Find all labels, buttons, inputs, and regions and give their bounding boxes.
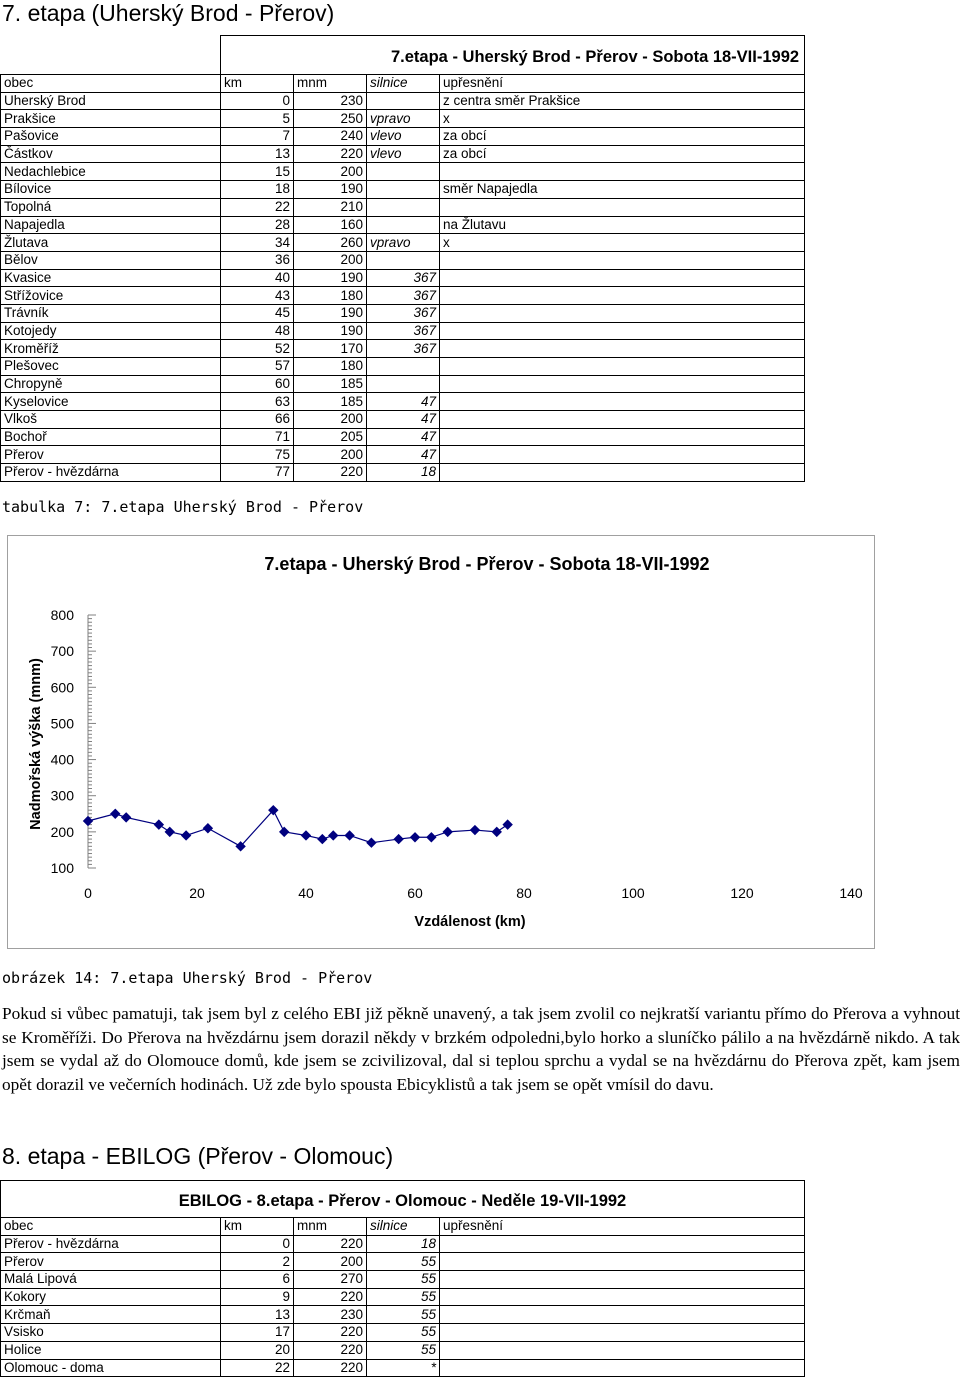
stage-7-cell: vlevo <box>367 145 440 163</box>
data-point-marker <box>122 813 131 822</box>
stage-8-cell: 220 <box>294 1288 367 1306</box>
table-row <box>1 287 805 305</box>
stage-7-cell: Nedachlebice <box>1 163 221 181</box>
stage-7-cell <box>440 464 805 482</box>
table-row <box>1 181 805 199</box>
stage-7-cell <box>367 92 440 110</box>
stage-8-cell: 17 <box>221 1324 294 1342</box>
section-8-heading: 8. etapa - EBILOG (Přerov - Olomouc) <box>2 1143 394 1169</box>
stage-7-cell: 190 <box>294 181 367 199</box>
stage-7-cell <box>367 181 440 199</box>
stage-7-cell: 367 <box>367 287 440 305</box>
x-tick-label: 140 <box>839 885 863 901</box>
data-point-marker <box>394 835 403 844</box>
stage-7-cell: 43 <box>221 287 294 305</box>
data-point-marker <box>302 831 311 840</box>
stage-7-cell: za obcí <box>440 128 805 146</box>
x-tick-label: 40 <box>298 885 314 901</box>
stage-7-cell: Uherský Brod <box>1 92 221 110</box>
stage-7-header-2: mnm <box>294 75 367 93</box>
stage-7-cell: na Žlutavu <box>440 216 805 234</box>
stage-7-cell: 63 <box>221 393 294 411</box>
stage-7-cell: 66 <box>221 411 294 429</box>
stage-8-cell: Holice <box>1 1341 221 1359</box>
stage-8-cell: 220 <box>294 1235 367 1253</box>
stage-7-cell: 190 <box>294 304 367 322</box>
stage-7-cell: Pašovice <box>1 128 221 146</box>
stage-7-cell: 47 <box>367 446 440 464</box>
data-point-marker <box>345 831 354 840</box>
stage-7-cell: 47 <box>367 411 440 429</box>
stage-8-table <box>0 1180 805 1377</box>
stage-7-cell: 45 <box>221 304 294 322</box>
y-tick-label: 800 <box>50 607 74 623</box>
data-point-marker <box>492 827 501 836</box>
stage-7-cell: 220 <box>294 464 367 482</box>
y-tick-label: 100 <box>50 860 74 876</box>
stage-7-cell: 200 <box>294 251 367 269</box>
table-row <box>1 1235 805 1253</box>
stage-7-cell: 60 <box>221 375 294 393</box>
stage-7-cell: Bochoř <box>1 428 221 446</box>
table-row <box>1 92 805 110</box>
stage-7-cell: Kroměříž <box>1 340 221 358</box>
stage-8-cell: Olomouc - doma <box>1 1359 221 1377</box>
elevation-series-line <box>88 810 508 846</box>
stage-7-cell <box>440 251 805 269</box>
table-row <box>1 128 805 146</box>
stage-7-cell: 13 <box>221 145 294 163</box>
stage-8-cell <box>440 1341 805 1359</box>
stage-7-cell <box>367 198 440 216</box>
stage-7-cell <box>440 322 805 340</box>
stage-7-cell: 18 <box>221 181 294 199</box>
stage-8-cell <box>440 1306 805 1324</box>
stage-7-cell: 185 <box>294 375 367 393</box>
table-row <box>1 1288 805 1306</box>
y-tick-label: 600 <box>50 679 74 696</box>
stage-7-cell: 36 <box>221 251 294 269</box>
stage-7-table-title: 7.etapa - Uherský Brod - Přerov - Sobota 18-VII-1992 <box>221 36 805 75</box>
stage-7-cell: 34 <box>221 234 294 252</box>
stage-8-header-1: km <box>221 1218 294 1236</box>
stage-8-cell: 55 <box>367 1253 440 1271</box>
stage-7-cell <box>367 216 440 234</box>
stage-7-cell: 15 <box>221 163 294 181</box>
table-row <box>1 428 805 446</box>
table-row <box>1 375 805 393</box>
stage-7-cell: 7 <box>221 128 294 146</box>
data-point-marker <box>111 809 120 818</box>
stage-8-cell: 55 <box>367 1306 440 1324</box>
y-tick-label: 400 <box>50 751 74 768</box>
stage-7-cell: 170 <box>294 340 367 358</box>
stage-7-cell: Přerov - hvězdárna <box>1 464 221 482</box>
table-row <box>1 393 805 411</box>
stage-7-cell: 40 <box>221 269 294 287</box>
stage-8-cell: 18 <box>367 1235 440 1253</box>
table-row <box>1 1271 805 1289</box>
stage-7-cell: za obcí <box>440 145 805 163</box>
stage-7-cell: 18 <box>367 464 440 482</box>
stage-7-cell <box>440 287 805 305</box>
stage-7-cell <box>440 393 805 411</box>
stage-7-cell: Kotojedy <box>1 322 221 340</box>
data-point-marker <box>427 833 436 842</box>
stage-7-cell: Kvasice <box>1 269 221 287</box>
data-point-marker <box>280 827 289 836</box>
stage-7-header-4: upřesnění <box>440 75 805 93</box>
x-tick-label: 80 <box>516 885 532 901</box>
stage-7-cell: x <box>440 110 805 128</box>
stage-8-header-2: mnm <box>294 1218 367 1236</box>
stage-8-cell: Malá Lipová <box>1 1271 221 1289</box>
table-row <box>1 411 805 429</box>
stage-7-cell: 47 <box>367 428 440 446</box>
table-row <box>1 464 805 482</box>
y-tick-label: 700 <box>50 643 74 660</box>
stage-8-cell: 220 <box>294 1359 367 1377</box>
table-row <box>1 358 805 376</box>
stage-7-cell <box>367 163 440 181</box>
table-row <box>1 1359 805 1377</box>
stage-7-cell: 48 <box>221 322 294 340</box>
data-point-marker <box>470 826 479 835</box>
stage-8-cell: Vsisko <box>1 1324 221 1342</box>
stage-7-title-row <box>1 36 805 75</box>
stage-8-cell: 2 <box>221 1253 294 1271</box>
stage-8-cell: 230 <box>294 1306 367 1324</box>
stage-7-cell <box>440 411 805 429</box>
stage-8-cell: 55 <box>367 1288 440 1306</box>
stage-7-cell: 200 <box>294 163 367 181</box>
stage-8-cell: 13 <box>221 1306 294 1324</box>
data-point-marker <box>329 831 338 840</box>
stage-8-cell <box>440 1235 805 1253</box>
y-tick-label: 200 <box>50 823 74 840</box>
stage-7-cell: vpravo <box>367 110 440 128</box>
stage-8-cell <box>440 1253 805 1271</box>
stage-7-header-3: silnice <box>367 75 440 93</box>
stage-7-cell: 250 <box>294 110 367 128</box>
data-point-marker <box>503 820 512 829</box>
figure-14-caption: obrázek 14: 7.etapa Uherský Brod - Přerov <box>2 969 373 987</box>
stage-7-header-0: obec <box>1 75 221 93</box>
stage-8-header-3: silnice <box>367 1218 440 1236</box>
stage-7-cell: Chropyně <box>1 375 221 393</box>
y-axis-label: Nadmořská výška (mnm) <box>28 658 44 830</box>
stage-7-cell: 52 <box>221 340 294 358</box>
stage-7-cell <box>440 358 805 376</box>
stage-7-cell: Prakšice <box>1 110 221 128</box>
stage-7-cell: 185 <box>294 393 367 411</box>
x-tick-label: 120 <box>730 885 754 901</box>
stage-7-cell <box>367 358 440 376</box>
table-row <box>1 251 805 269</box>
stage-8-cell: 6 <box>221 1271 294 1289</box>
stage-8-cell: Kokory <box>1 1288 221 1306</box>
stage-8-cell: Přerov - hvězdárna <box>1 1235 221 1253</box>
chart-title: 7.etapa - Uherský Brod - Přerov - Sobota 18-VII-1992 <box>264 554 710 574</box>
section-7-heading: 7. etapa (Uherský Brod - Přerov) <box>2 0 335 26</box>
stage-7-cell <box>440 198 805 216</box>
data-point-marker <box>203 824 212 833</box>
stage-8-cell: * <box>367 1359 440 1377</box>
stage-7-cell: 180 <box>294 287 367 305</box>
stage-7-cell: 220 <box>294 145 367 163</box>
y-tick-label: 300 <box>50 787 74 804</box>
stage-7-cell: Přerov <box>1 446 221 464</box>
stage-8-cell <box>440 1271 805 1289</box>
data-point-marker <box>154 820 163 829</box>
stage-7-header-1: km <box>221 75 294 93</box>
stage-7-cell <box>367 375 440 393</box>
table-row <box>1 269 805 287</box>
y-tick-label: 500 <box>50 715 74 732</box>
table-row <box>1 1324 805 1342</box>
stage-8-cell: 20 <box>221 1341 294 1359</box>
stage-7-cell: 230 <box>294 92 367 110</box>
data-point-marker <box>165 827 174 836</box>
stage-8-cell: 0 <box>221 1235 294 1253</box>
stage-7-cell: 5 <box>221 110 294 128</box>
stage-7-cell <box>367 251 440 269</box>
stage-8-cell: 55 <box>367 1324 440 1342</box>
stage-7-cell: vpravo <box>367 234 440 252</box>
stage-8-cell: 220 <box>294 1324 367 1342</box>
stage-7-cell: 367 <box>367 304 440 322</box>
table-row <box>1 446 805 464</box>
stage-8-cell <box>440 1324 805 1342</box>
stage-7-cell <box>440 375 805 393</box>
stage-7-cell: z centra směr Prakšice <box>440 92 805 110</box>
stage-7-cell: 190 <box>294 269 367 287</box>
data-point-marker <box>411 833 420 842</box>
stage-8-cell <box>440 1359 805 1377</box>
stage-7-cell: 47 <box>367 393 440 411</box>
x-axis-label: Vzdálenost (km) <box>414 914 526 930</box>
stage-7-cell: 260 <box>294 234 367 252</box>
stage-8-cell: Přerov <box>1 1253 221 1271</box>
stage-8-cell <box>440 1288 805 1306</box>
x-tick-label: 60 <box>407 885 423 901</box>
stage-7-cell: 190 <box>294 322 367 340</box>
stage-8-header-4: upřesnění <box>440 1218 805 1236</box>
stage-8-cell: 22 <box>221 1359 294 1377</box>
stage-7-paragraph: Pokud si vůbec pamatuji, tak jsem byl z celého EBI již pěkně unavený, a tak jsem zvolil co nejkratší variantu přímo do Přerova a vyhnout se Kroměříži. Do Přerova na hvězdárnu jsem dorazil někdy v brzkém odpoledni,bylo horko a sluníčko pálilo a na hvězdárně nikdo. A tak jsem se vydal až do Olomouce domů, kde jsem se zcivilizoval, dal si teplou sprchu a vydal se na hvězdárnu do Přerova zpět, kam jsem opět dorazil ve večerních hodinách. Už zde bylo spousta Ebicyklistů a tak jsem se opět vmísil do davu. <box>2 1004 960 1094</box>
stage-7-cell: 160 <box>294 216 367 234</box>
stage-7-cell: 367 <box>367 269 440 287</box>
data-point-marker <box>318 835 327 844</box>
stage-7-cell: Bílovice <box>1 181 221 199</box>
stage-8-cell: 270 <box>294 1271 367 1289</box>
stage-7-header-row <box>1 75 805 93</box>
stage-8-cell: 55 <box>367 1271 440 1289</box>
stage-8-header-0: obec <box>1 1218 221 1236</box>
stage-8-title-row <box>1 1181 805 1218</box>
elevation-chart-svg <box>8 536 874 948</box>
stage-7-cell: 77 <box>221 464 294 482</box>
stage-7-cell: 205 <box>294 428 367 446</box>
table-row <box>1 322 805 340</box>
elevation-chart <box>7 535 875 949</box>
stage-7-cell: 367 <box>367 340 440 358</box>
stage-7-cell: 57 <box>221 358 294 376</box>
data-point-marker <box>443 827 452 836</box>
stage-7-cell <box>440 428 805 446</box>
stage-7-cell <box>440 163 805 181</box>
table-row <box>1 304 805 322</box>
stage-7-cell: 71 <box>221 428 294 446</box>
stage-7-cell <box>440 304 805 322</box>
table-row <box>1 234 805 252</box>
stage-7-cell <box>440 269 805 287</box>
stage-7-cell: Napajedla <box>1 216 221 234</box>
data-point-marker <box>182 831 191 840</box>
table-row <box>1 1306 805 1324</box>
table-row <box>1 163 805 181</box>
data-point-marker <box>367 838 376 847</box>
x-tick-label: 100 <box>621 885 645 901</box>
stage-7-cell: 22 <box>221 198 294 216</box>
stage-7-cell: 200 <box>294 411 367 429</box>
stage-7-cell: 28 <box>221 216 294 234</box>
stage-8-cell: 200 <box>294 1253 367 1271</box>
stage-7-cell: Vlkoš <box>1 411 221 429</box>
stage-8-cell: 220 <box>294 1341 367 1359</box>
stage-7-cell: 0 <box>221 92 294 110</box>
table-7-caption: tabulka 7: 7.etapa Uherský Brod - Přerov <box>2 498 364 516</box>
stage-7-cell: x <box>440 234 805 252</box>
table-row <box>1 198 805 216</box>
stage-7-cell: Žlutava <box>1 234 221 252</box>
stage-7-cell: 210 <box>294 198 367 216</box>
stage-7-cell: směr Napajedla <box>440 181 805 199</box>
stage-7-cell: 240 <box>294 128 367 146</box>
stage-7-cell: 200 <box>294 446 367 464</box>
stage-7-cell: Částkov <box>1 145 221 163</box>
stage-7-cell: Trávník <box>1 304 221 322</box>
stage-7-cell <box>440 446 805 464</box>
stage-7-cell: 367 <box>367 322 440 340</box>
stage-7-cell: Kyselovice <box>1 393 221 411</box>
stage-7-cell: Střížovice <box>1 287 221 305</box>
table-row <box>1 216 805 234</box>
table-row <box>1 1253 805 1271</box>
stage-8-header-row <box>1 1218 805 1236</box>
stage-7-cell: vlevo <box>367 128 440 146</box>
table-row <box>1 145 805 163</box>
stage-7-cell: Topolná <box>1 198 221 216</box>
stage-7-table <box>0 35 805 482</box>
table-row <box>1 340 805 358</box>
stage-7-cell <box>440 340 805 358</box>
stage-8-table-title: EBILOG - 8.etapa - Přerov - Olomouc - Neděle 19-VII-1992 <box>1 1181 805 1218</box>
table-row <box>1 110 805 128</box>
x-tick-label: 20 <box>189 885 205 901</box>
stage-7-cell: 75 <box>221 446 294 464</box>
stage-7-cell: Bělov <box>1 251 221 269</box>
stage-7-cell: Plešovec <box>1 358 221 376</box>
table-row <box>1 1341 805 1359</box>
stage-8-cell: 55 <box>367 1341 440 1359</box>
stage-8-cell: 9 <box>221 1288 294 1306</box>
stage-7-cell: 180 <box>294 358 367 376</box>
stage-8-cell: Krčmaň <box>1 1306 221 1324</box>
x-tick-label: 0 <box>84 885 92 901</box>
